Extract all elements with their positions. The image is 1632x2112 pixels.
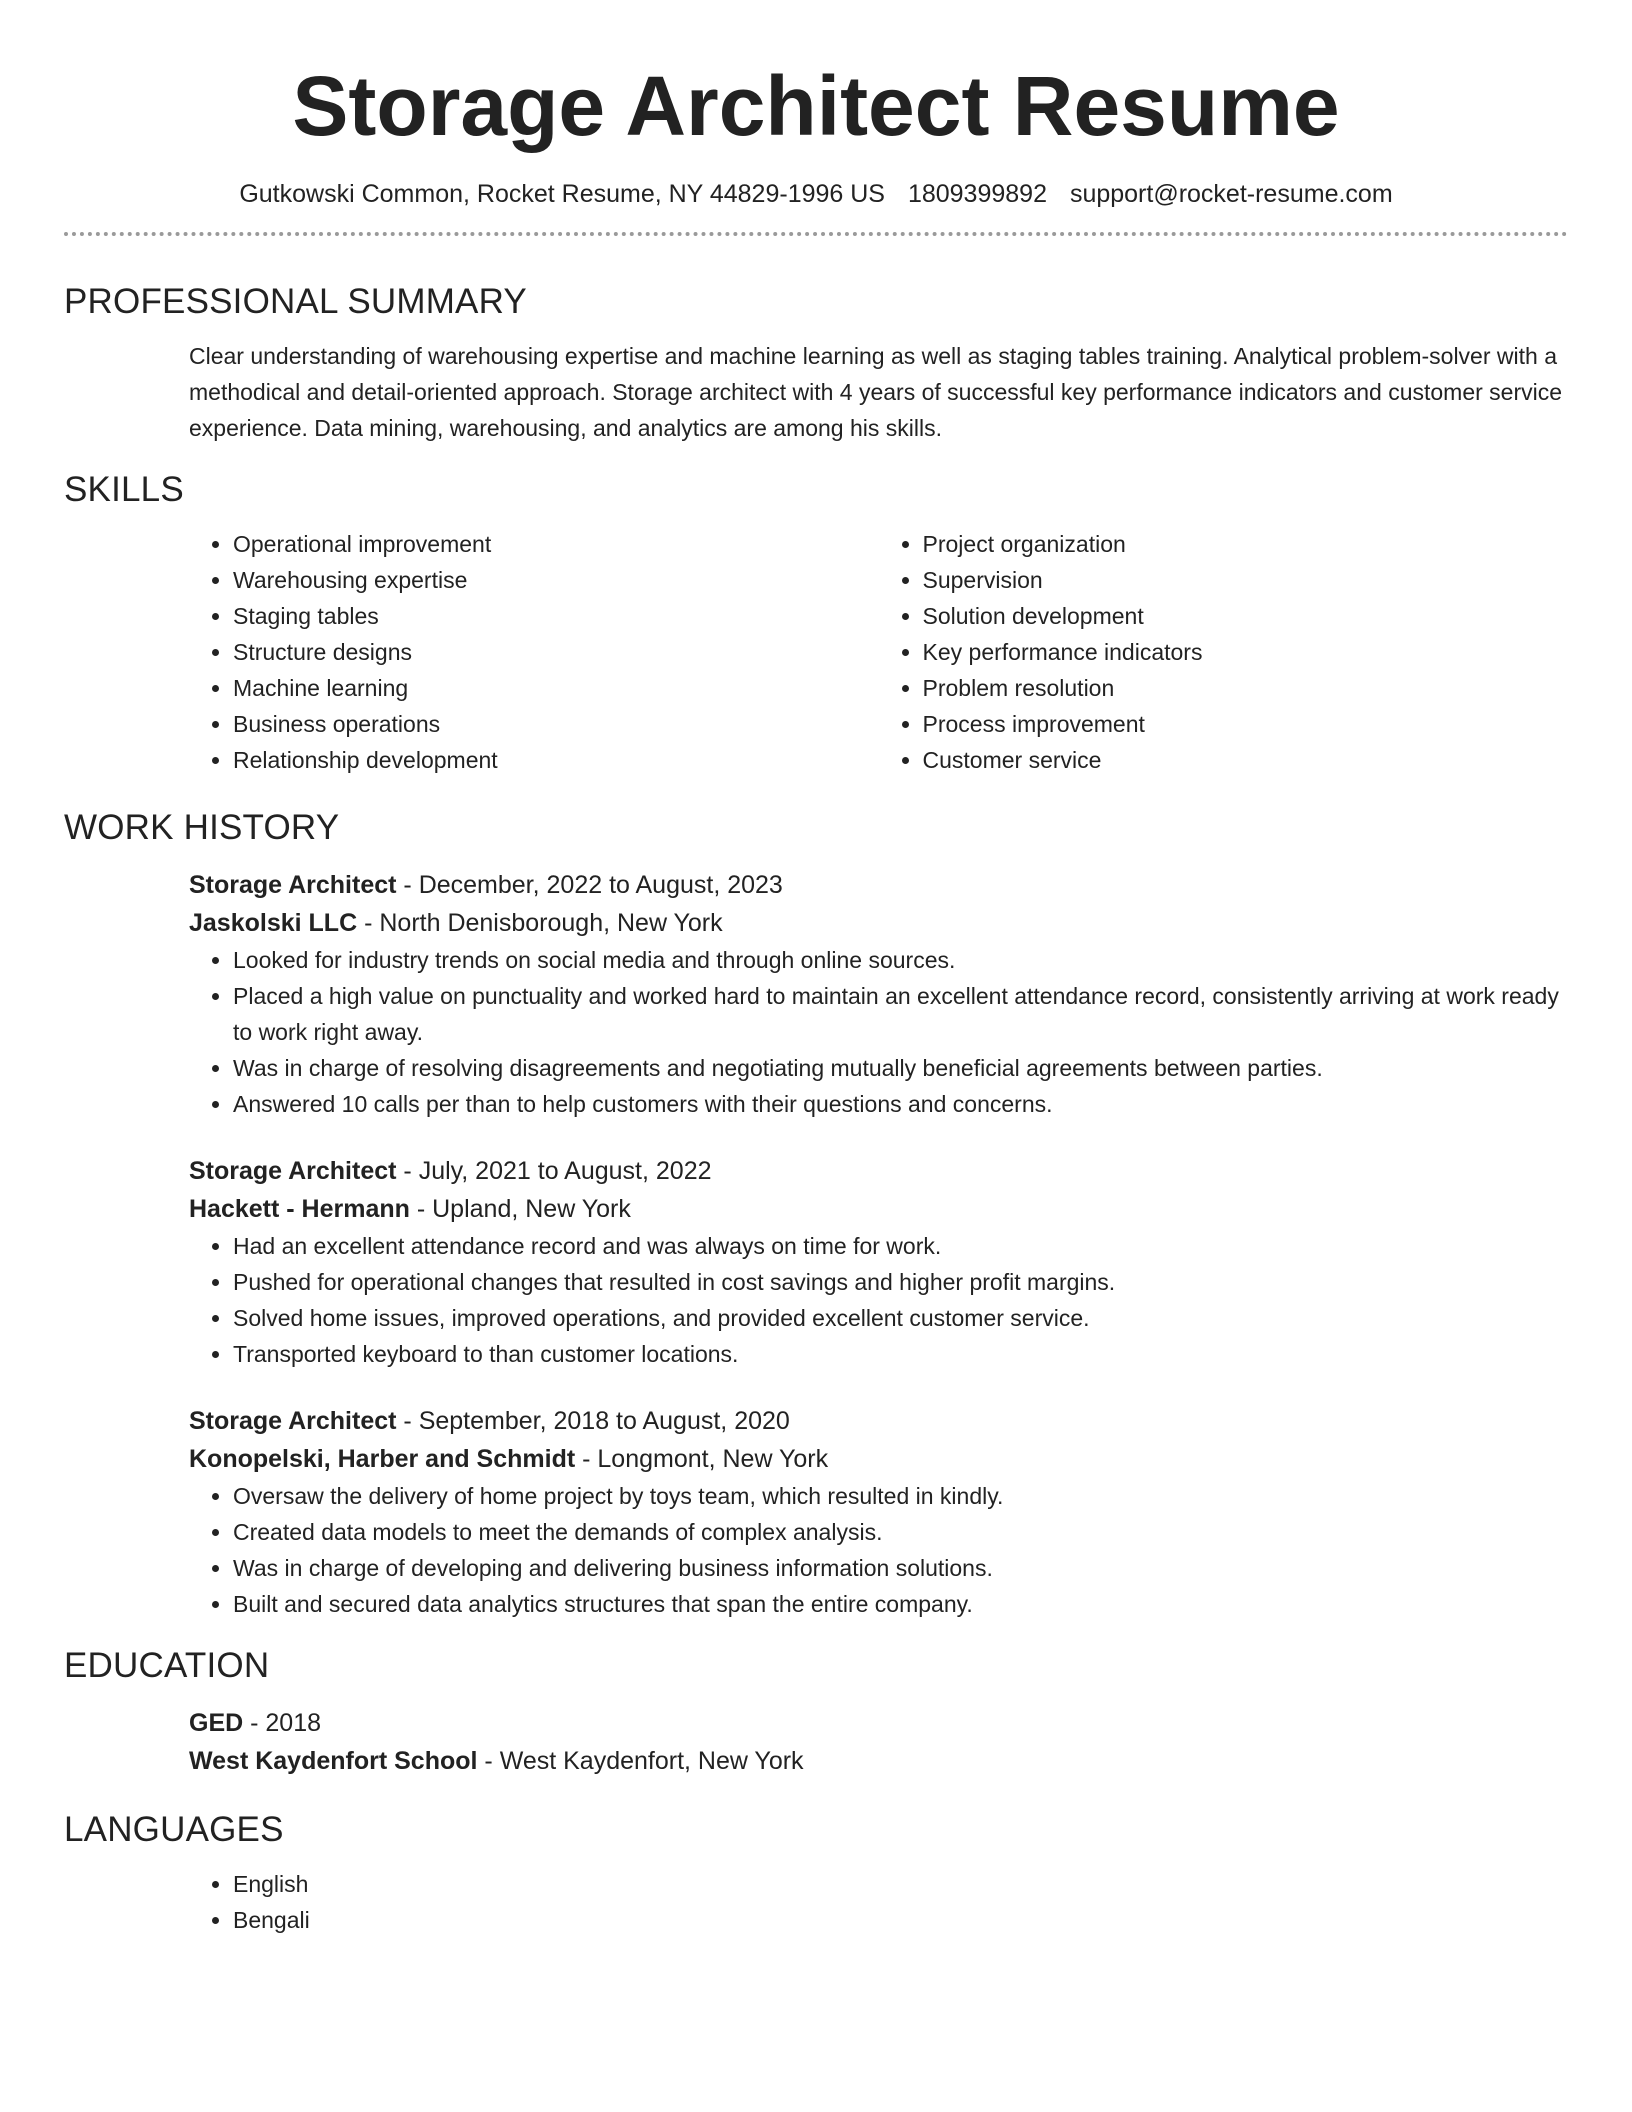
job-company: Hackett - Hermann xyxy=(189,1195,410,1223)
skills-grid xyxy=(189,526,1568,778)
skill-item: • Process improvement xyxy=(923,706,1569,742)
languages-section xyxy=(64,1808,1568,1938)
section-heading-skills: SKILLS xyxy=(64,470,184,509)
job-title-line xyxy=(189,866,1568,904)
job-location: Upland, New York xyxy=(432,1195,631,1223)
skill-item: • Solution development xyxy=(923,598,1569,634)
skill-item: • Staging tables xyxy=(233,598,879,634)
job-dates: December, 2022 to August, 2023 xyxy=(418,871,783,899)
contact-email: support@rocket-resume.com xyxy=(1069,180,1393,208)
education-degree: GED xyxy=(189,1709,244,1737)
job-company: Konopelski, Harber and Schmidt xyxy=(189,1445,576,1473)
skill-item: • Warehousing expertise xyxy=(233,562,879,598)
section-heading-education: EDUCATION xyxy=(64,1646,270,1685)
separator: - xyxy=(575,1445,598,1473)
separator: - xyxy=(396,1407,419,1435)
separator: - xyxy=(409,1195,433,1223)
separator: - xyxy=(477,1747,500,1775)
job-bullet: • Answered 10 calls per than to help customers with their questions and concerns. xyxy=(233,1086,1568,1122)
education-school: West Kaydenfort School xyxy=(189,1747,478,1775)
job-title-line xyxy=(189,1152,1568,1190)
skill-item: • Project organization xyxy=(923,526,1569,562)
job-company-line xyxy=(189,1190,1568,1228)
job-company: Jaskolski LLC xyxy=(189,909,358,937)
education-school-line xyxy=(189,1742,1568,1780)
skill-item: • Customer service xyxy=(923,742,1569,778)
job-entry xyxy=(189,1402,1568,1622)
job-bullet: • Transported keyboard to than customer locations. xyxy=(233,1336,1568,1372)
education-degree-line xyxy=(189,1704,1568,1742)
job-bullet: • Was in charge of developing and delivering business information solutions. xyxy=(233,1550,1568,1586)
job-bullet: • Placed a high value on punctuality and worked hard to maintain an excellent attendance record, consistently arriving at work ready to work right away. xyxy=(233,978,1568,1050)
job-dates: September, 2018 to August, 2020 xyxy=(418,1407,790,1435)
skill-item: • Machine learning xyxy=(233,670,879,706)
job-title-line xyxy=(189,1402,1568,1440)
skill-item: • Supervision xyxy=(923,562,1569,598)
job-bullet: • Was in charge of resolving disagreements and negotiating mutually beneficial agreements between parties. xyxy=(233,1050,1568,1086)
job-dates: July, 2021 to August, 2022 xyxy=(418,1157,712,1185)
job-bullet: • Had an excellent attendance record and was always on time for work. xyxy=(233,1228,1568,1264)
skill-item: • Structure designs xyxy=(233,634,879,670)
job-company-line xyxy=(189,904,1568,942)
job-bullets xyxy=(189,1478,1568,1622)
job-title: Storage Architect xyxy=(189,871,397,899)
skill-item: • Business operations xyxy=(233,706,879,742)
job-entry xyxy=(189,1152,1568,1372)
work-section xyxy=(64,806,1568,1622)
job-bullets xyxy=(189,942,1568,1122)
languages-list xyxy=(189,1866,1568,1938)
skill-item: • Relationship development xyxy=(233,742,879,778)
skill-item: • Problem resolution xyxy=(923,670,1569,706)
skill-item: • Key performance indicators xyxy=(923,634,1569,670)
resume-title: Storage Architect Resume xyxy=(292,59,1340,153)
job-bullet: • Created data models to meet the demands of complex analysis. xyxy=(233,1514,1568,1550)
contact-address: Gutkowski Common, Rocket Resume, NY 44829-1996 US xyxy=(239,180,885,208)
section-heading-summary: PROFESSIONAL SUMMARY xyxy=(64,282,527,321)
separator: - xyxy=(396,1157,419,1185)
job-entry xyxy=(189,866,1568,1122)
job-location: Longmont, New York xyxy=(597,1445,829,1473)
separator: - xyxy=(396,871,419,899)
section-heading-languages: LANGUAGES xyxy=(64,1810,284,1849)
job-location: North Denisborough, New York xyxy=(379,909,723,937)
skills-list-left xyxy=(189,526,879,778)
contact-phone: 1809399892 xyxy=(907,180,1047,208)
separator: - xyxy=(357,909,380,937)
separator: - xyxy=(243,1709,266,1737)
summary-text: Clear understanding of warehousing expertise and machine learning as well as staging tables training. Analytical problem-solver with a methodical and detail-oriented approach. Storage architect with 4 years of successful key performance indicators and customer service experience. Data mining, warehousing, and analytics are among his skills. xyxy=(189,343,1563,441)
education-location: West Kaydenfort, New York xyxy=(499,1747,804,1775)
job-title: Storage Architect xyxy=(189,1407,397,1435)
skills-section xyxy=(64,468,1568,778)
job-bullet: • Solved home issues, improved operations, and provided excellent customer service. xyxy=(233,1300,1568,1336)
section-heading-work: WORK HISTORY xyxy=(64,808,340,847)
job-bullet: • Built and secured data analytics structures that span the entire company. xyxy=(233,1586,1568,1622)
header-divider xyxy=(64,232,1568,236)
job-bullet: • Looked for industry trends on social media and through online sources. xyxy=(233,942,1568,978)
job-bullet: • Oversaw the delivery of home project by toys team, which resulted in kindly. xyxy=(233,1478,1568,1514)
language-item: • Bengali xyxy=(233,1902,1568,1938)
job-bullets xyxy=(189,1228,1568,1372)
language-item: • English xyxy=(233,1866,1568,1902)
education-year: 2018 xyxy=(265,1709,322,1737)
job-company-line xyxy=(189,1440,1568,1478)
education-section xyxy=(64,1644,1568,1780)
skills-list-right xyxy=(879,526,1569,778)
summary-section xyxy=(64,280,1568,446)
skill-item: • Operational improvement xyxy=(233,526,879,562)
contact-info xyxy=(64,178,1568,210)
job-title: Storage Architect xyxy=(189,1157,397,1185)
job-bullet: • Pushed for operational changes that resulted in cost savings and higher profit margins. xyxy=(233,1264,1568,1300)
